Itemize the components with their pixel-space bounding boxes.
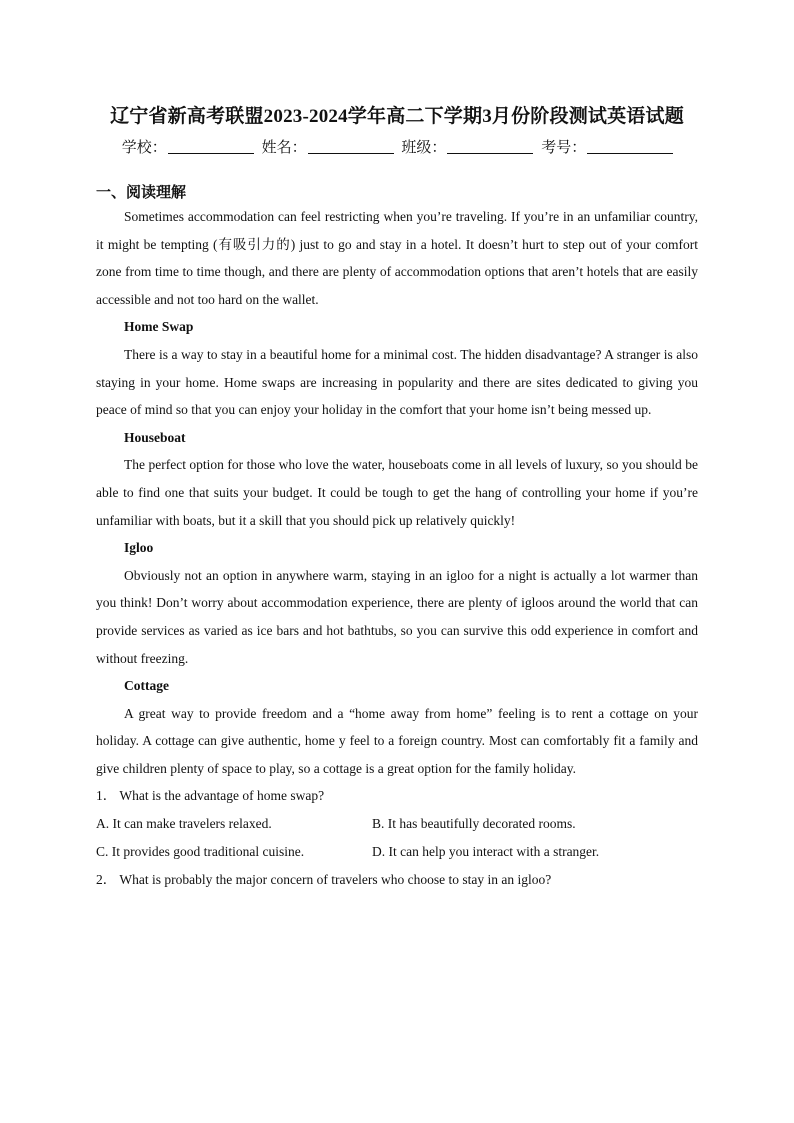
question-number: 2． <box>96 872 117 888</box>
paragraph-cottage: A great way to provide freedom and a “home away from home” feeling is to rent a cottage on your holiday. A cottage can give authentic, home y feel to a foreign country. Most can comfortably fit a family and give children plenty of space to play, so a cottage is a great option for the family holiday. <box>96 705 698 776</box>
subheading-houseboat: Houseboat <box>124 429 186 445</box>
subheading-igloo: Igloo <box>124 540 154 556</box>
paragraph-home-swap: There is a way to stay in a beautiful home for a minimal cost. The hidden disadvantage? A stranger is also staying in your home. Home swaps are increasing in popularity and there are sites dedicated to giving you peace of mind so that you can enjoy your holiday in the comfort that your home isn’t being messed up. <box>96 346 698 418</box>
section-heading: 一、阅读理解 <box>96 183 187 201</box>
subheading-home-swap: Home Swap <box>124 319 194 335</box>
option-a[interactable]: A. It can make travelers relaxed. <box>96 816 272 832</box>
question-2 <box>96 866 698 894</box>
school-blank[interactable] <box>168 139 254 154</box>
question-text: What is the advantage of home swap? <box>119 788 325 804</box>
options-row <box>96 810 698 838</box>
name-blank[interactable] <box>308 139 394 154</box>
passage-intro: Sometimes accommodation can feel restricting when you’re traveling. If you’re in an unfamiliar country, it might be tempting (有吸引力的) just to go and stay in a hotel. It doesn’t hurt to step out of your comfort zone from time to time though, and there are plenty of accommodation options that aren’t hotels that are easily accessible and not too hard on the wallet. <box>96 209 698 307</box>
exam-title: 辽宁省新高考联盟2023-2024学年高二下学期3月份阶段测试英语试题 <box>110 106 684 127</box>
paragraph-igloo: Obviously not an option in anywhere warm, staying in an igloo for a night is actually a lot warmer than you think! Don’t worry about accommodation experience, there are plenty of igloos around the world that can provide services as varied as ice bars and hot bathtubs, so you can survive this odd experience in comfort and without freezing. <box>96 567 698 666</box>
option-d[interactable]: D. It can help you interact with a stranger. <box>372 844 600 860</box>
exam-content <box>96 181 698 894</box>
exam-number-label: 考号： <box>541 138 587 156</box>
question-number: 1． <box>96 788 117 804</box>
option-b[interactable]: B. It has beautifully decorated rooms. <box>372 816 576 832</box>
question-text: What is probably the major concern of travelers who choose to stay in an igloo? <box>119 872 552 888</box>
name-label: 姓名： <box>261 138 307 156</box>
subheading-cottage: Cottage <box>124 678 169 694</box>
student-info-line <box>0 136 794 157</box>
paragraph-houseboat: The perfect option for those who love the water, houseboats come in all levels of luxury, so you should be able to find one that suits your budget. It could be tough to get the hang of controlling your home if you’re unfamiliar with boats, but it a skill that you should pick up relatively quickly! <box>96 457 698 528</box>
class-blank[interactable] <box>447 139 533 154</box>
class-label: 班级： <box>401 138 447 156</box>
question-1 <box>96 782 698 810</box>
school-label: 学校： <box>121 138 167 156</box>
option-c[interactable]: C. It provides good traditional cuisine. <box>96 844 305 860</box>
exam-number-blank[interactable] <box>587 139 673 154</box>
options-row <box>96 838 698 866</box>
